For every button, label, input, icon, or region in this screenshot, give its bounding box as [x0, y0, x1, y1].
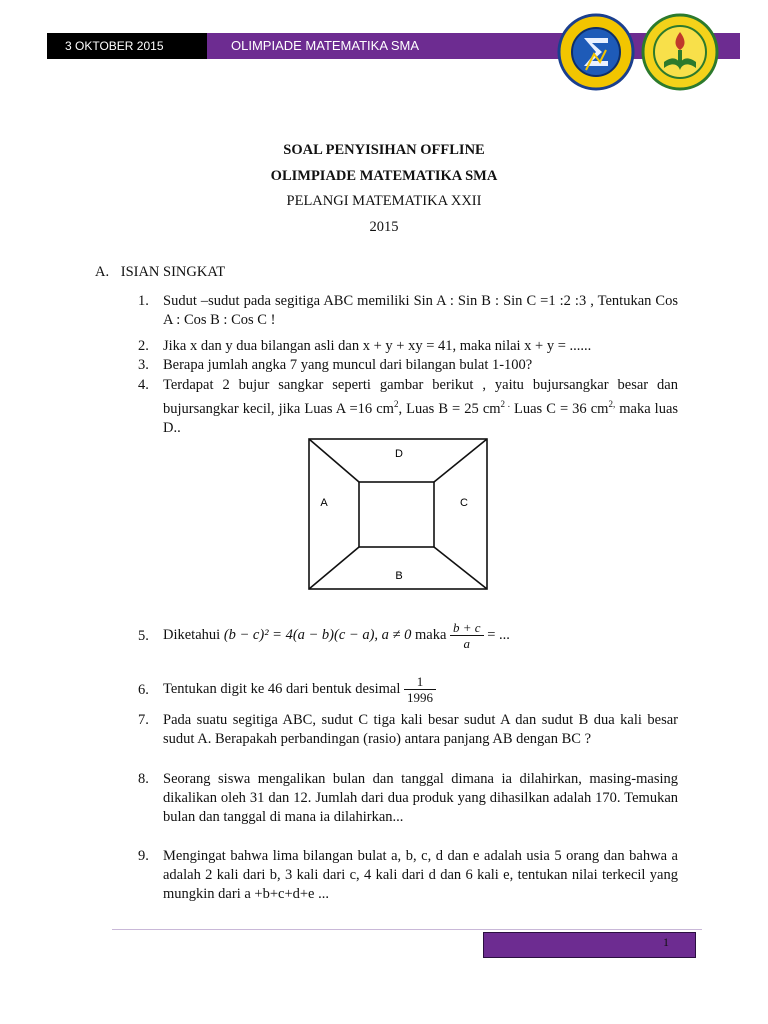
region-label-d: D	[395, 448, 403, 460]
question-number: 7.	[138, 712, 149, 728]
question-text: Berapa jumlah angka 7 yang muncul dari bilangan bulat 1-100?	[163, 357, 533, 373]
question-8	[138, 770, 678, 827]
header-date: 3 OKTOBER 2015	[47, 33, 207, 59]
question-prefix: Diketahui	[163, 626, 221, 643]
question-6	[138, 674, 678, 705]
question-number: 1.	[138, 293, 149, 309]
doc-title-year: 2015	[369, 219, 399, 235]
question-text: Jika x dan y dua bilangan asli dan x + y + xy = 41, maka nilai x + y = ......	[163, 338, 592, 354]
doc-title-line1: SOAL PENYISIHAN OFFLINE	[283, 142, 485, 158]
region-label-b: B	[395, 570, 403, 582]
footer-divider	[112, 929, 702, 930]
university-logo-icon	[640, 12, 720, 92]
question-number: 6.	[138, 682, 149, 698]
squares-diagram	[308, 438, 488, 590]
question-suffix: = ...	[487, 626, 510, 643]
math-department-logo-icon	[556, 12, 636, 92]
doc-title-line2: OLIMPIADE MATEMATIKA SMA	[270, 168, 498, 184]
section-label: A.	[95, 264, 110, 280]
maka-word: maka	[414, 626, 447, 643]
question-number: 5.	[138, 628, 149, 644]
question-3	[138, 356, 678, 375]
question-9	[138, 847, 678, 904]
doc-title-line3: PELANGI MATEMATIKA XXII	[286, 193, 482, 209]
question-4	[138, 376, 678, 438]
equation: (b − c)² = 4(a − b)(c − a), a ≠ 0	[223, 626, 412, 643]
fraction: $\frac{1}{1996}$	[404, 674, 436, 705]
question-number: 4.	[138, 377, 149, 393]
region-label-a: A	[320, 497, 328, 509]
question-text: Mengingat bahwa lima bilangan bulat a, b, c, d dan e adalah usia 5 orang dan bahwa a adalah 2 kali dari b, 3 kali dari c, 4 kali dari d dan 6 kali e, tentukan nilai terkecil yang mungkin dari a +b+c+d+e ...	[163, 848, 678, 902]
fraction: $\frac{b + c}{a}$	[450, 620, 484, 651]
question-number: 8.	[138, 771, 149, 787]
question-text: Seorang siswa mengalikan bulan dan tanggal dimana ia dilahirkan, masing-masing dikalikan oleh 31 dan 12. Jumlah dari dua produk yang dihasilkan adalah 170. Temukan bulan dan tanggal di mana ia dilahirkan...	[163, 771, 678, 825]
footer-bar	[483, 932, 696, 958]
question-1	[138, 292, 678, 330]
question-number: 2.	[138, 338, 149, 354]
question-text: Tentukan digit ke 46 dari bentuk desimal	[163, 680, 401, 697]
region-label-c: C	[460, 497, 468, 509]
header-title: OLIMPIADE MATEMATIKA SMA	[207, 33, 740, 59]
question-text: Terdapat 2 bujur sangkar seperti gambar berikut , yaitu bujursangkar besar dan bujursangkar kecil, jika Luas A =16 $cm^2$, Luas B = 25 $cm^{2 .}$ Luas C = 36 $cm^{2,}$ maka luas D..	[163, 377, 679, 436]
question-5	[138, 620, 678, 651]
question-7	[138, 711, 678, 749]
section-heading	[95, 264, 225, 281]
section-title: ISIAN SINGKAT	[120, 264, 226, 280]
question-text: Pada suatu segitiga ABC, sudut C tiga kali besar sudut A dan sudut B dua kali besar sudut A. Berapakah perbandingan (rasio) antara panjang AB dengan BC ?	[163, 712, 678, 747]
page-number: 1	[663, 935, 669, 949]
question-2	[138, 337, 678, 356]
question-text: Sudut –sudut pada segitiga ABC memiliki Sin A : Sin B : Sin C =1 :2 :3 , Tentukan Cos A : Cos B : Cos C !	[163, 293, 678, 328]
question-number: 9.	[138, 848, 149, 864]
question-number: 3.	[138, 357, 149, 373]
